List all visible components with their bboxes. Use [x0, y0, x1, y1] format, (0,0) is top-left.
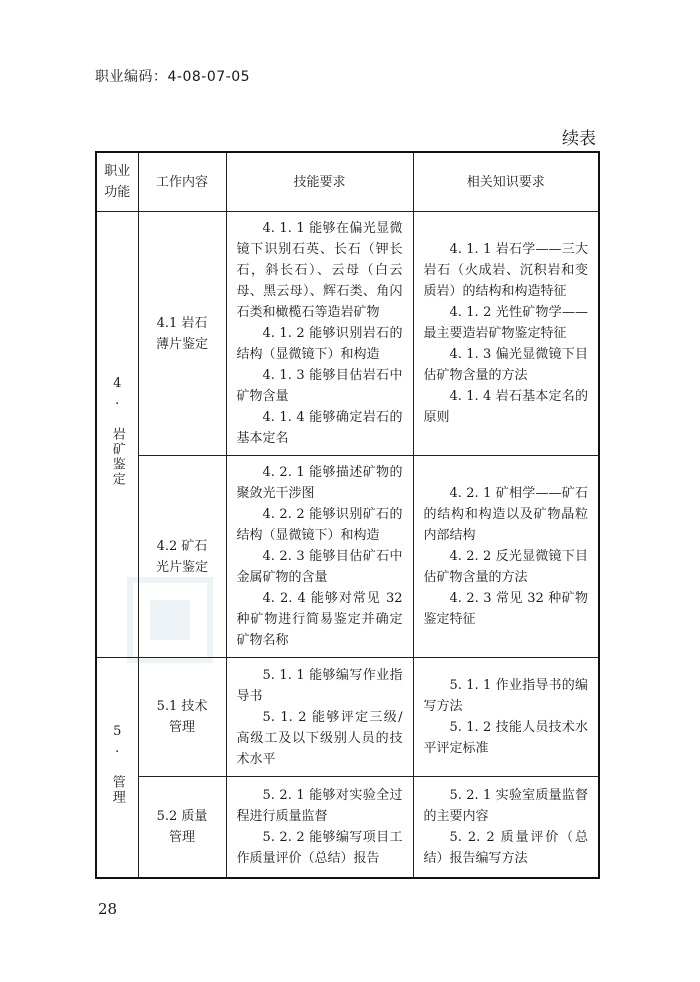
function-cell: 5. 管理 — [96, 658, 138, 879]
knowledge-item: 5. 2. 1 实验室质量监督的主要内容 — [423, 788, 588, 824]
knowledge-item: 4. 2. 3 常见 32 种矿物鉴定特征 — [423, 591, 588, 627]
knowledge-cell — [413, 777, 599, 879]
knowledge-item: 4. 1. 2 光性矿物学——最主要造岩矿物鉴定特征 — [423, 305, 588, 341]
header-function: 职业功能 — [96, 152, 138, 212]
knowledge-item: 4. 1. 4 岩石基本定名的原则 — [423, 389, 588, 425]
table-row — [96, 456, 599, 658]
skill-cell — [226, 777, 413, 879]
skill-requirements-table — [95, 151, 600, 879]
skill-item: 4. 2. 1 能够描述矿物的聚敛光干涉图 — [236, 465, 403, 501]
knowledge-item: 4. 1. 1 岩石学——三大岩石（火成岩、沉积岩和变质岩）的结构和构造特征 — [423, 242, 588, 299]
work-cell: 5.1 技术管理 — [138, 658, 226, 777]
header-work: 工作内容 — [138, 152, 226, 212]
skill-item: 5. 2. 1 能够对实验全过程进行质量监督 — [236, 788, 403, 824]
skill-cell — [226, 212, 413, 456]
knowledge-cell — [413, 212, 599, 456]
knowledge-item: 4. 2. 1 矿相学——矿石的结构和构造以及矿物晶粒内部结构 — [423, 486, 588, 543]
skill-item: 5. 1. 1 能够编写作业指导书 — [236, 667, 403, 704]
work-cell: 5.2 质量管理 — [138, 777, 226, 879]
skill-item: 4. 1. 2 能够识别岩石的结构（显微镜下）和构造 — [236, 326, 403, 362]
knowledge-item: 5. 2. 2 质量评价（总结）报告编写方法 — [423, 830, 588, 866]
skill-item: 4. 2. 2 能够识别矿石的结构（显微镜下）和构造 — [236, 507, 403, 543]
skill-item: 4. 2. 3 能够目估矿石中金属矿物的含量 — [236, 549, 403, 585]
knowledge-item: 4. 1. 3 偏光显微镜下目估矿物含量的方法 — [423, 347, 588, 383]
skill-item: 4. 1. 3 能够目估岩石中矿物含量 — [236, 368, 403, 404]
table-row — [96, 777, 599, 879]
skill-item: 4. 2. 4 能够对常见 32 种矿物进行简易鉴定并确定矿物名称 — [236, 591, 403, 648]
work-cell: 4.2 矿石光片鉴定 — [138, 456, 226, 658]
knowledge-item: 5. 1. 2 技能人员技术水平评定标准 — [423, 720, 588, 756]
work-cell: 4.1 岩石薄片鉴定 — [138, 212, 226, 456]
knowledge-item: 4. 2. 2 反光显微镜下目估矿物含量的方法 — [423, 549, 588, 585]
skill-cell — [226, 658, 413, 777]
page-number: 28 — [98, 900, 118, 918]
skill-item: 4. 1. 4 能够确定岩石的基本定名 — [236, 410, 403, 446]
continued-label: 续表 — [562, 129, 596, 149]
function-cell: 4. 岩矿鉴定 — [96, 212, 138, 658]
table-row — [96, 212, 599, 456]
table-row — [96, 658, 599, 777]
table-header-row — [96, 152, 599, 212]
skill-item: 4. 1. 1 能够在偏光显微镜下识别石英、长石（钾长石，斜长石）、云母（白云母、黑云母）、辉石类、角闪石类和橄榄石等造岩矿物 — [236, 221, 403, 320]
header-knowledge: 相关知识要求 — [413, 152, 599, 212]
knowledge-cell — [413, 456, 599, 658]
knowledge-cell — [413, 658, 599, 777]
header-skill: 技能要求 — [226, 152, 413, 212]
skill-item: 5. 1. 2 能够评定三级/高级工及以下级别人员的技术水平 — [236, 709, 403, 767]
occupation-code: 职业编码：4-08-07-05 — [95, 69, 251, 85]
skill-cell — [226, 456, 413, 658]
skill-item: 5. 2. 2 能够编写项目工作质量评价（总结）报告 — [236, 830, 403, 866]
knowledge-item: 5. 1. 1 作业指导书的编写方法 — [423, 678, 588, 714]
